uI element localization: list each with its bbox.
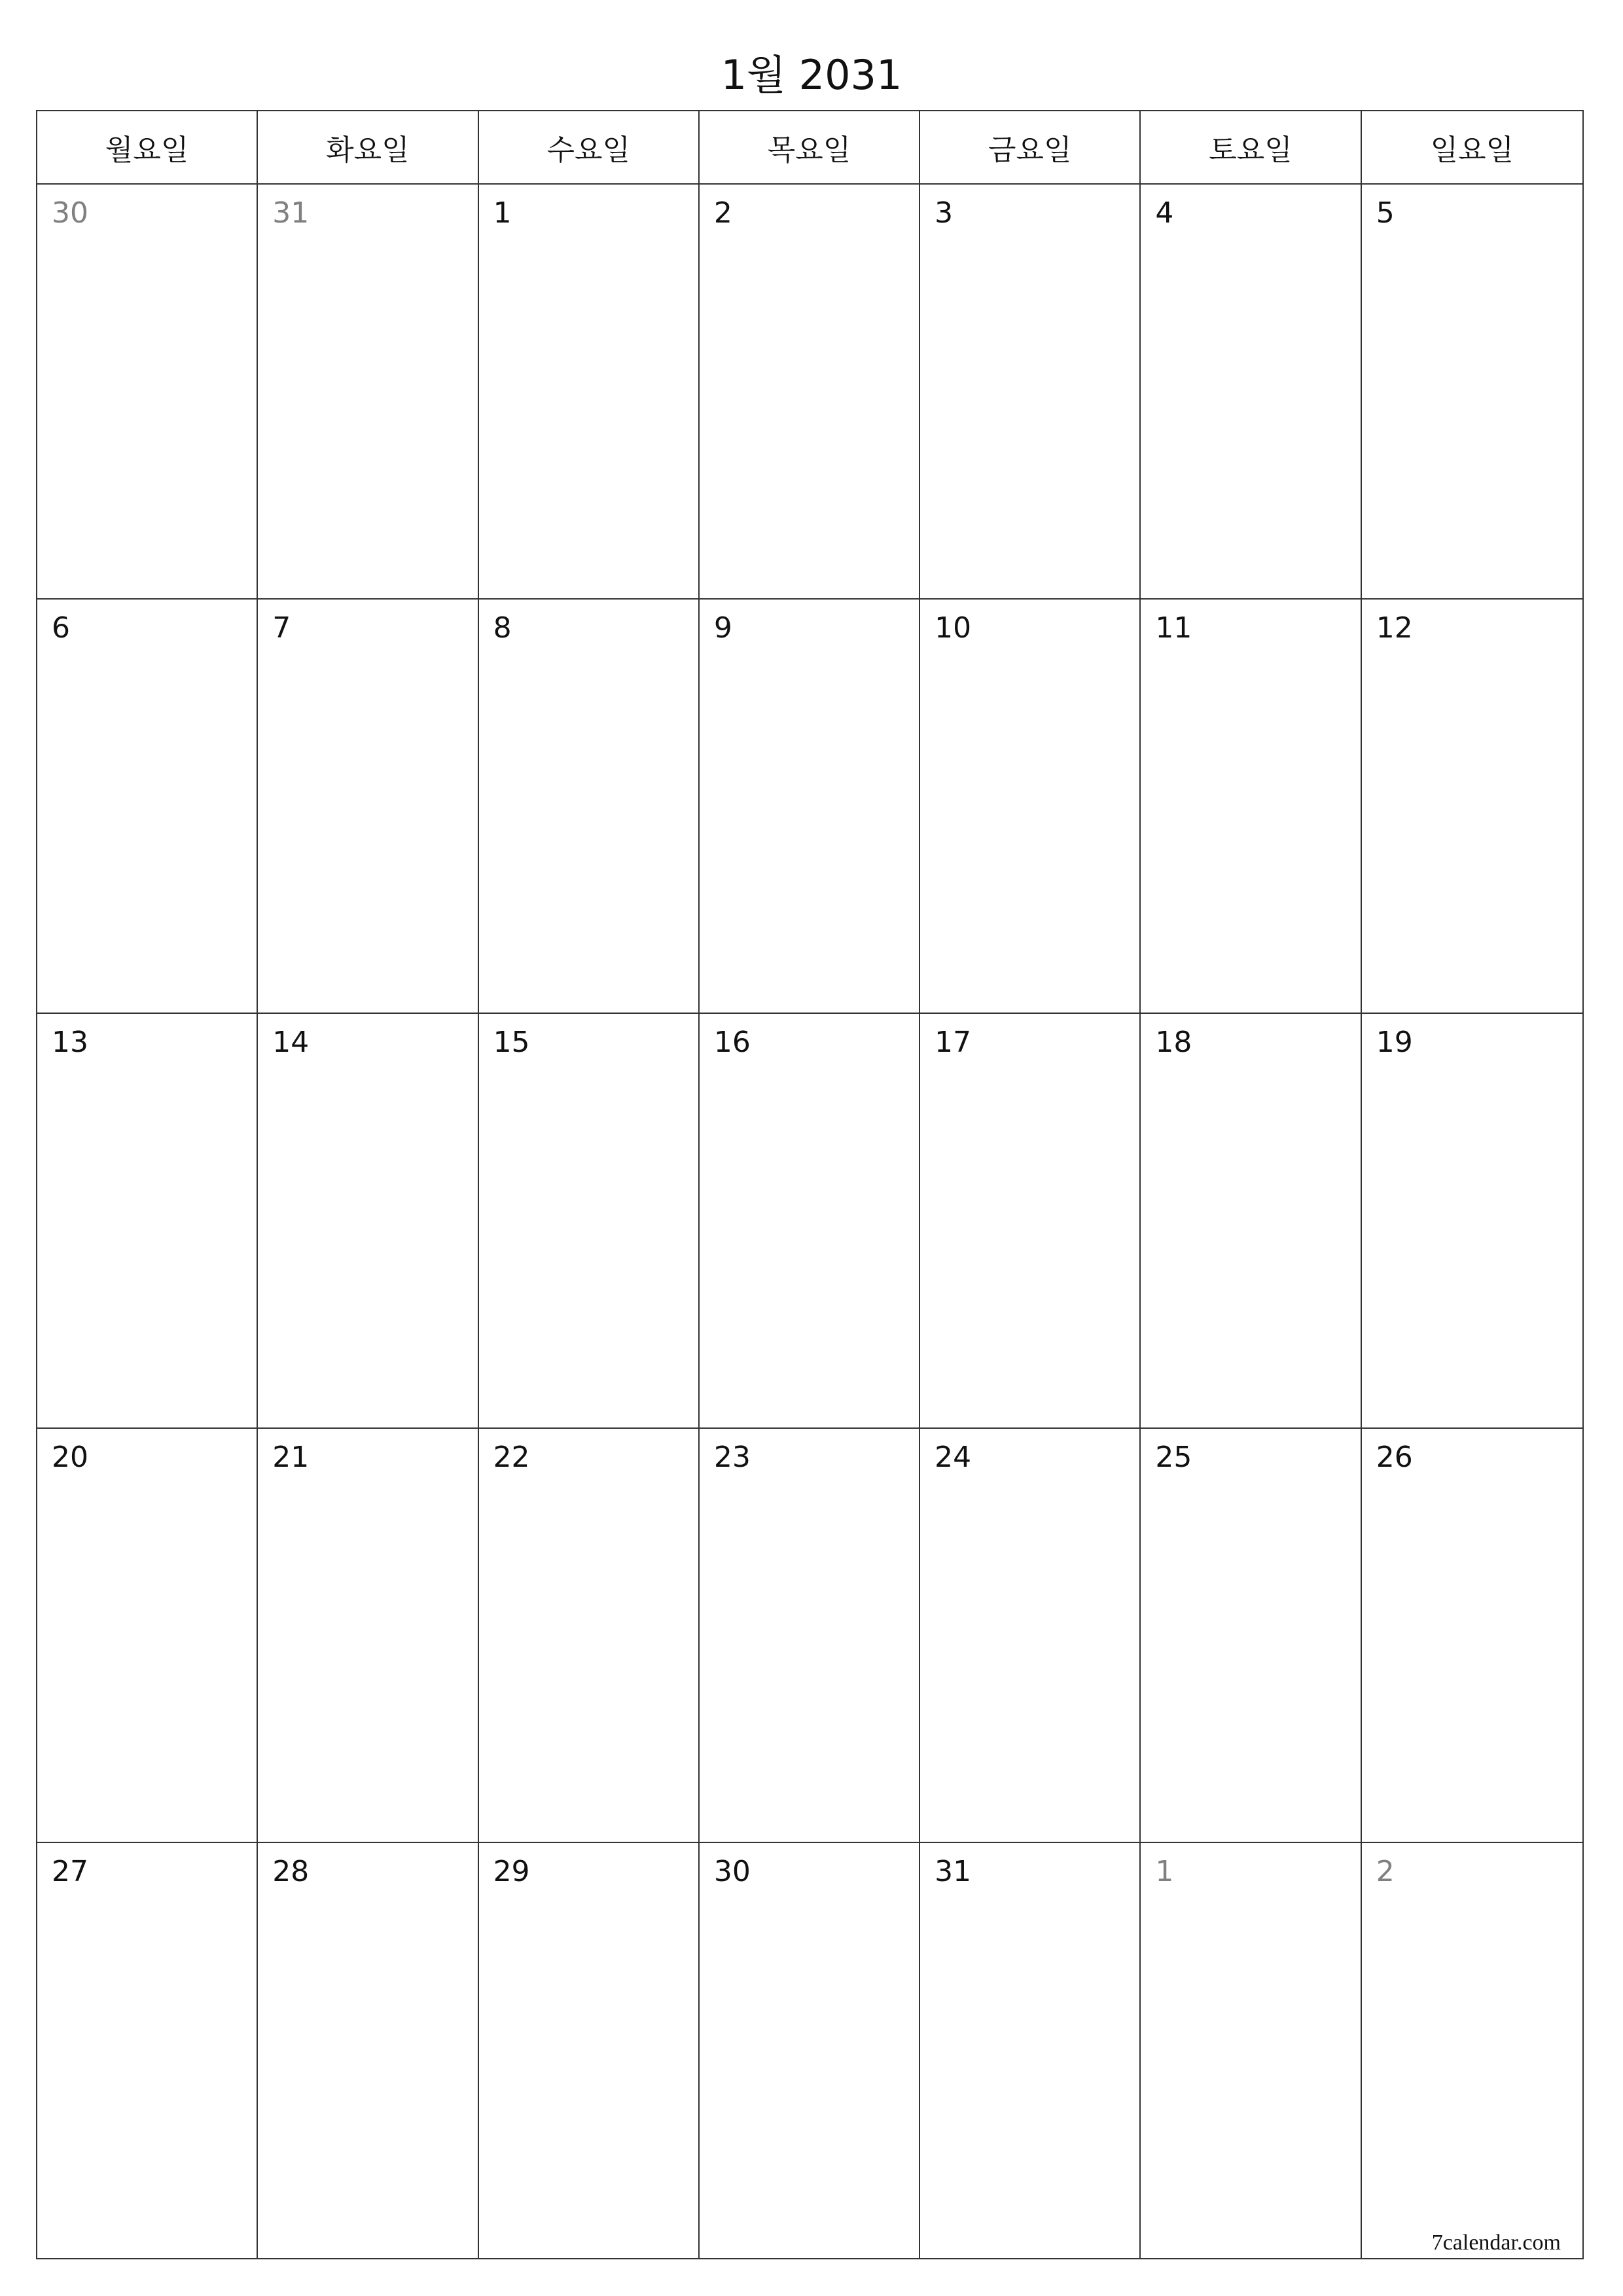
day-number: 15 — [493, 1026, 530, 1060]
day-number: 31 — [935, 1855, 972, 1889]
day-number: 7 — [272, 611, 291, 645]
day-number: 19 — [1376, 1026, 1413, 1060]
day-number: 17 — [935, 1026, 972, 1060]
day-cell — [1362, 1429, 1582, 1844]
day-cell — [479, 1843, 700, 2258]
day-number: 1 — [493, 196, 512, 230]
day-number: 16 — [713, 1026, 751, 1060]
day-number: 28 — [272, 1855, 310, 1889]
day-cell — [920, 1843, 1141, 2258]
day-number: 26 — [1376, 1440, 1413, 1474]
day-cell — [37, 1429, 258, 1844]
day-cell — [258, 1429, 478, 1844]
day-number: 4 — [1155, 196, 1174, 230]
day-number: 12 — [1376, 611, 1413, 645]
day-number: 23 — [713, 1440, 751, 1474]
day-number: 2 — [1376, 1855, 1395, 1889]
day-cell — [37, 600, 258, 1014]
page-title: 1월 2031 — [721, 51, 902, 99]
weekday-header-friday: 금요일 — [920, 111, 1141, 185]
day-cell — [1362, 1843, 1582, 2258]
day-cell — [700, 600, 920, 1014]
day-cell — [479, 1014, 700, 1429]
day-cell — [1362, 600, 1582, 1014]
day-number: 20 — [52, 1440, 88, 1474]
day-number: 13 — [52, 1026, 88, 1060]
day-number: 3 — [935, 196, 954, 230]
day-cell — [1141, 1429, 1361, 1844]
footer-website: 7calendar.com — [1431, 2231, 1561, 2255]
day-number: 21 — [272, 1440, 310, 1474]
day-number: 30 — [713, 1855, 751, 1889]
day-cell — [1141, 185, 1361, 600]
day-number: 1 — [1155, 1855, 1174, 1889]
day-cell — [700, 185, 920, 600]
day-cell — [479, 600, 700, 1014]
weekday-header-saturday: 토요일 — [1141, 111, 1361, 185]
day-number: 31 — [272, 196, 310, 230]
day-number: 2 — [713, 196, 732, 230]
day-cell — [920, 185, 1141, 600]
day-cell — [920, 600, 1141, 1014]
day-cell — [700, 1429, 920, 1844]
day-number: 14 — [272, 1026, 310, 1060]
day-cell — [37, 185, 258, 600]
day-number: 11 — [1155, 611, 1192, 645]
day-cell — [479, 185, 700, 600]
day-number: 5 — [1376, 196, 1395, 230]
day-number: 25 — [1155, 1440, 1192, 1474]
weekday-header-wednesday: 수요일 — [479, 111, 700, 185]
day-cell — [258, 1843, 478, 2258]
day-cell — [700, 1014, 920, 1429]
day-cell — [1362, 185, 1582, 600]
day-number: 6 — [52, 611, 70, 645]
day-cell — [258, 185, 478, 600]
day-number: 27 — [52, 1855, 88, 1889]
day-cell — [258, 600, 478, 1014]
day-cell — [258, 1014, 478, 1429]
day-number: 9 — [713, 611, 732, 645]
day-cell — [479, 1429, 700, 1844]
day-number: 30 — [52, 196, 88, 230]
day-cell — [920, 1014, 1141, 1429]
calendar-grid — [36, 110, 1584, 2259]
day-number: 10 — [935, 611, 972, 645]
day-cell — [1141, 600, 1361, 1014]
day-number: 22 — [493, 1440, 530, 1474]
weekday-header-sunday: 일요일 — [1362, 111, 1582, 185]
day-cell — [700, 1843, 920, 2258]
day-cell — [37, 1843, 258, 2258]
day-cell — [1141, 1843, 1361, 2258]
day-number: 8 — [493, 611, 512, 645]
day-cell — [1141, 1014, 1361, 1429]
weekday-header-monday: 월요일 — [37, 111, 258, 185]
day-number: 18 — [1155, 1026, 1192, 1060]
weekday-header-thursday: 목요일 — [700, 111, 920, 185]
day-number: 24 — [935, 1440, 972, 1474]
day-cell — [1362, 1014, 1582, 1429]
weekday-header-tuesday: 화요일 — [258, 111, 478, 185]
day-cell — [920, 1429, 1141, 1844]
day-cell — [37, 1014, 258, 1429]
day-number: 29 — [493, 1855, 530, 1889]
